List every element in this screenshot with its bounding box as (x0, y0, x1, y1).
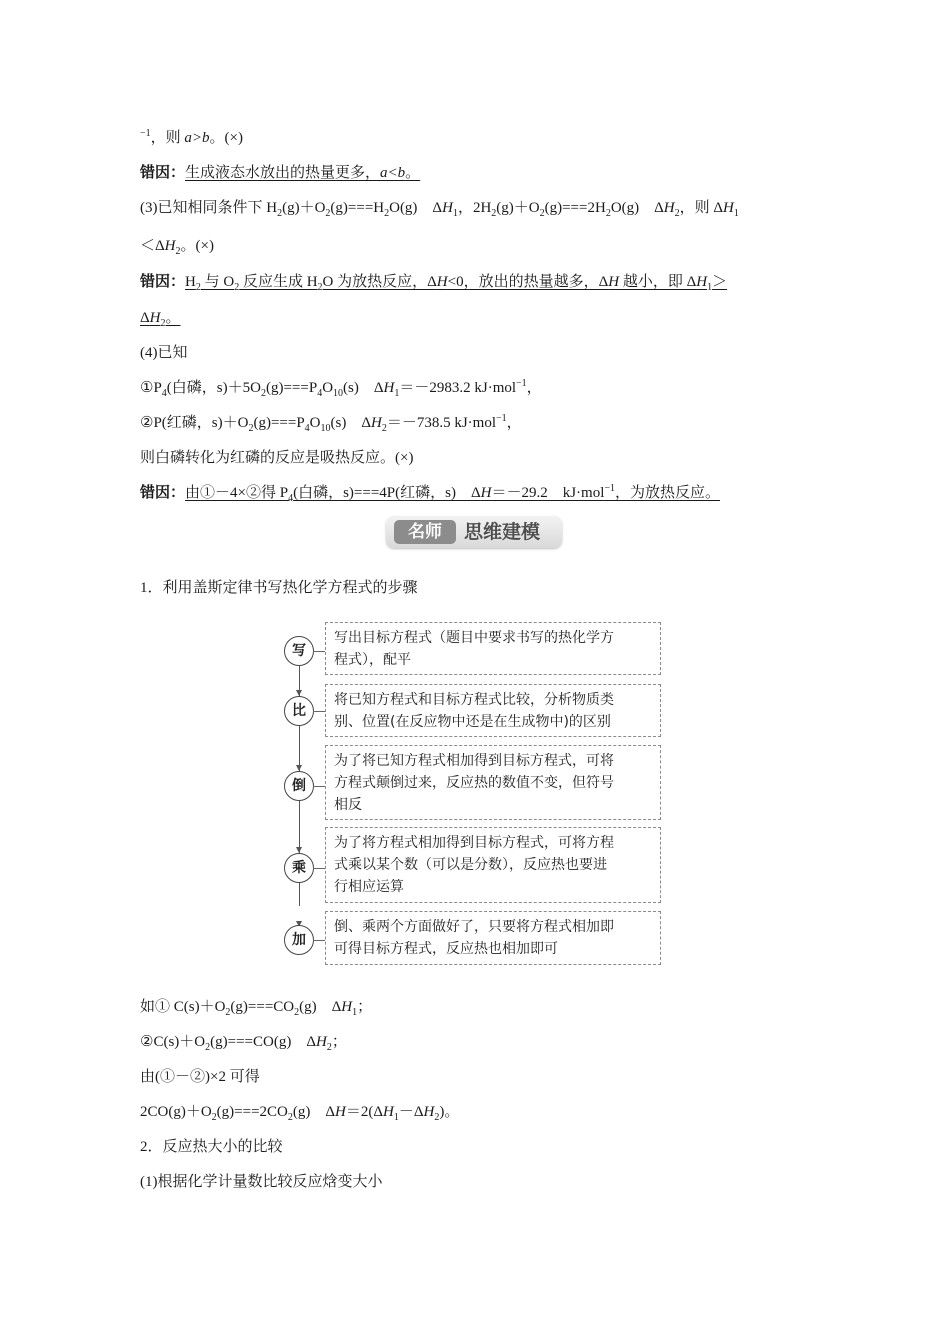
error-label: 错因： (140, 485, 186, 501)
error-reason-3: 错因：由①－4×②得 $P_4$(白磷，s)===4P(红磷，s) ΔH＝－29.2 kJ·mol$^{-1}$，为放热反应。 (140, 483, 721, 504)
banner-tag: 名师 (394, 520, 456, 544)
step-box-add: 倒、乘两个方面做好了，只要将方程式相加即 可得目标方程式，反应热也相加即可 (325, 911, 661, 965)
example-derivation: 由(①－②)×2 可得 (140, 1069, 260, 1085)
step-connector (313, 711, 325, 712)
step-circle-multiply: 乘 (284, 853, 314, 883)
step-circle-add: 加 (284, 925, 314, 955)
section-2-heading: 2．反应热大小的比较 (140, 1139, 283, 1155)
error-reason-1: 错因：生成液态水放出的热量更多，a<b。 (140, 165, 421, 181)
question-3-line-2: $<\Delta H_2$。(×) (140, 238, 214, 257)
banner-title: 思维建模 (464, 521, 541, 543)
step-circle-write: 写 (284, 636, 314, 666)
error-label: 错因： (140, 274, 186, 290)
step-connector (313, 940, 325, 941)
step-circle-compare: 比 (284, 696, 314, 726)
step-connector (313, 651, 325, 652)
subsection-1-heading: (1)根据化学计量数比较反应焓变大小 (140, 1174, 383, 1190)
example-eq-2: $②C(s)+O_2(g)===CO(g)$ $\Delta H_2$； (140, 1034, 347, 1053)
step-circle-reverse: 倒 (284, 771, 314, 801)
example-result: $2CO(g)+O_2(g)===2CO_2(g)$ $\Delta H=2(\Delta H_1-\Delta H_2)$。 (140, 1104, 460, 1123)
question-4-eq-1: $①P_4$(白磷，$s)+5O_2(g)===P_4O_{10}(s)$ $\Delta H_1=-2983.2$ kJ·mol$^{-1}$， (140, 378, 542, 399)
error-reason-2-cont: $\Delta H_2$。 (140, 310, 181, 329)
question-3-line-1: (3)已知相同条件下 $H_2(g)+O_2(g)===H_2O(g)$ $\Delta H_1$，$2H_2(g)+O_2(g)===2H_2O(g)$ $\Delta H_2$，则 $\Delta H_1$ (140, 200, 739, 219)
error-reason-2: 错因：$H_2$ 与 $O_2$ 反应生成 $H_2O$ 为放热反应，ΔH<0，放出的热量越多，ΔH 越小，即 $\Delta H_1>$ (140, 274, 728, 293)
section-1-heading: 1．利用盖斯定律书写热化学方程式的步骤 (140, 580, 418, 596)
error-label: 错因： (140, 165, 186, 181)
question-4-eq-2: ②P(红磷，$s)+O_2(g)===P_4O_{10}(s)$ $\Delta H_2=-738.5$ kJ·mol$^{-1}$， (140, 413, 522, 434)
step-connector (313, 868, 325, 869)
step-connector (313, 786, 325, 787)
question-4-statement: 则白磷转化为红磷的反应是吸热反应。(×) (140, 450, 414, 466)
step-box-compare: 将已知方程式和目标方程式比较，分析物质类 别、位置(在反应物中还是在生成物中)的区别 (325, 684, 661, 737)
answer-line-1: $^{-1}$，则 a>b。(×) (140, 128, 243, 146)
step-box-reverse: 为了将已知方程式相加得到目标方程式，可将 方程式颠倒过来，反应热的数值不变，但符号 相反 (325, 745, 661, 820)
step-box-write: 写出目标方程式（题目中要求书写的热化学方 程式），配平 (325, 622, 661, 675)
question-4-title: (4)已知 (140, 345, 188, 361)
example-eq-1: 如① $C(s)+O_2(g)===CO_2(g)$ $\Delta H_1$； (140, 999, 373, 1018)
step-box-multiply: 为了将方程式相加得到目标方程式，可将方程 式乘以某个数（可以是分数），反应热也要进 行相应运算 (325, 827, 661, 903)
section-banner (386, 516, 562, 548)
